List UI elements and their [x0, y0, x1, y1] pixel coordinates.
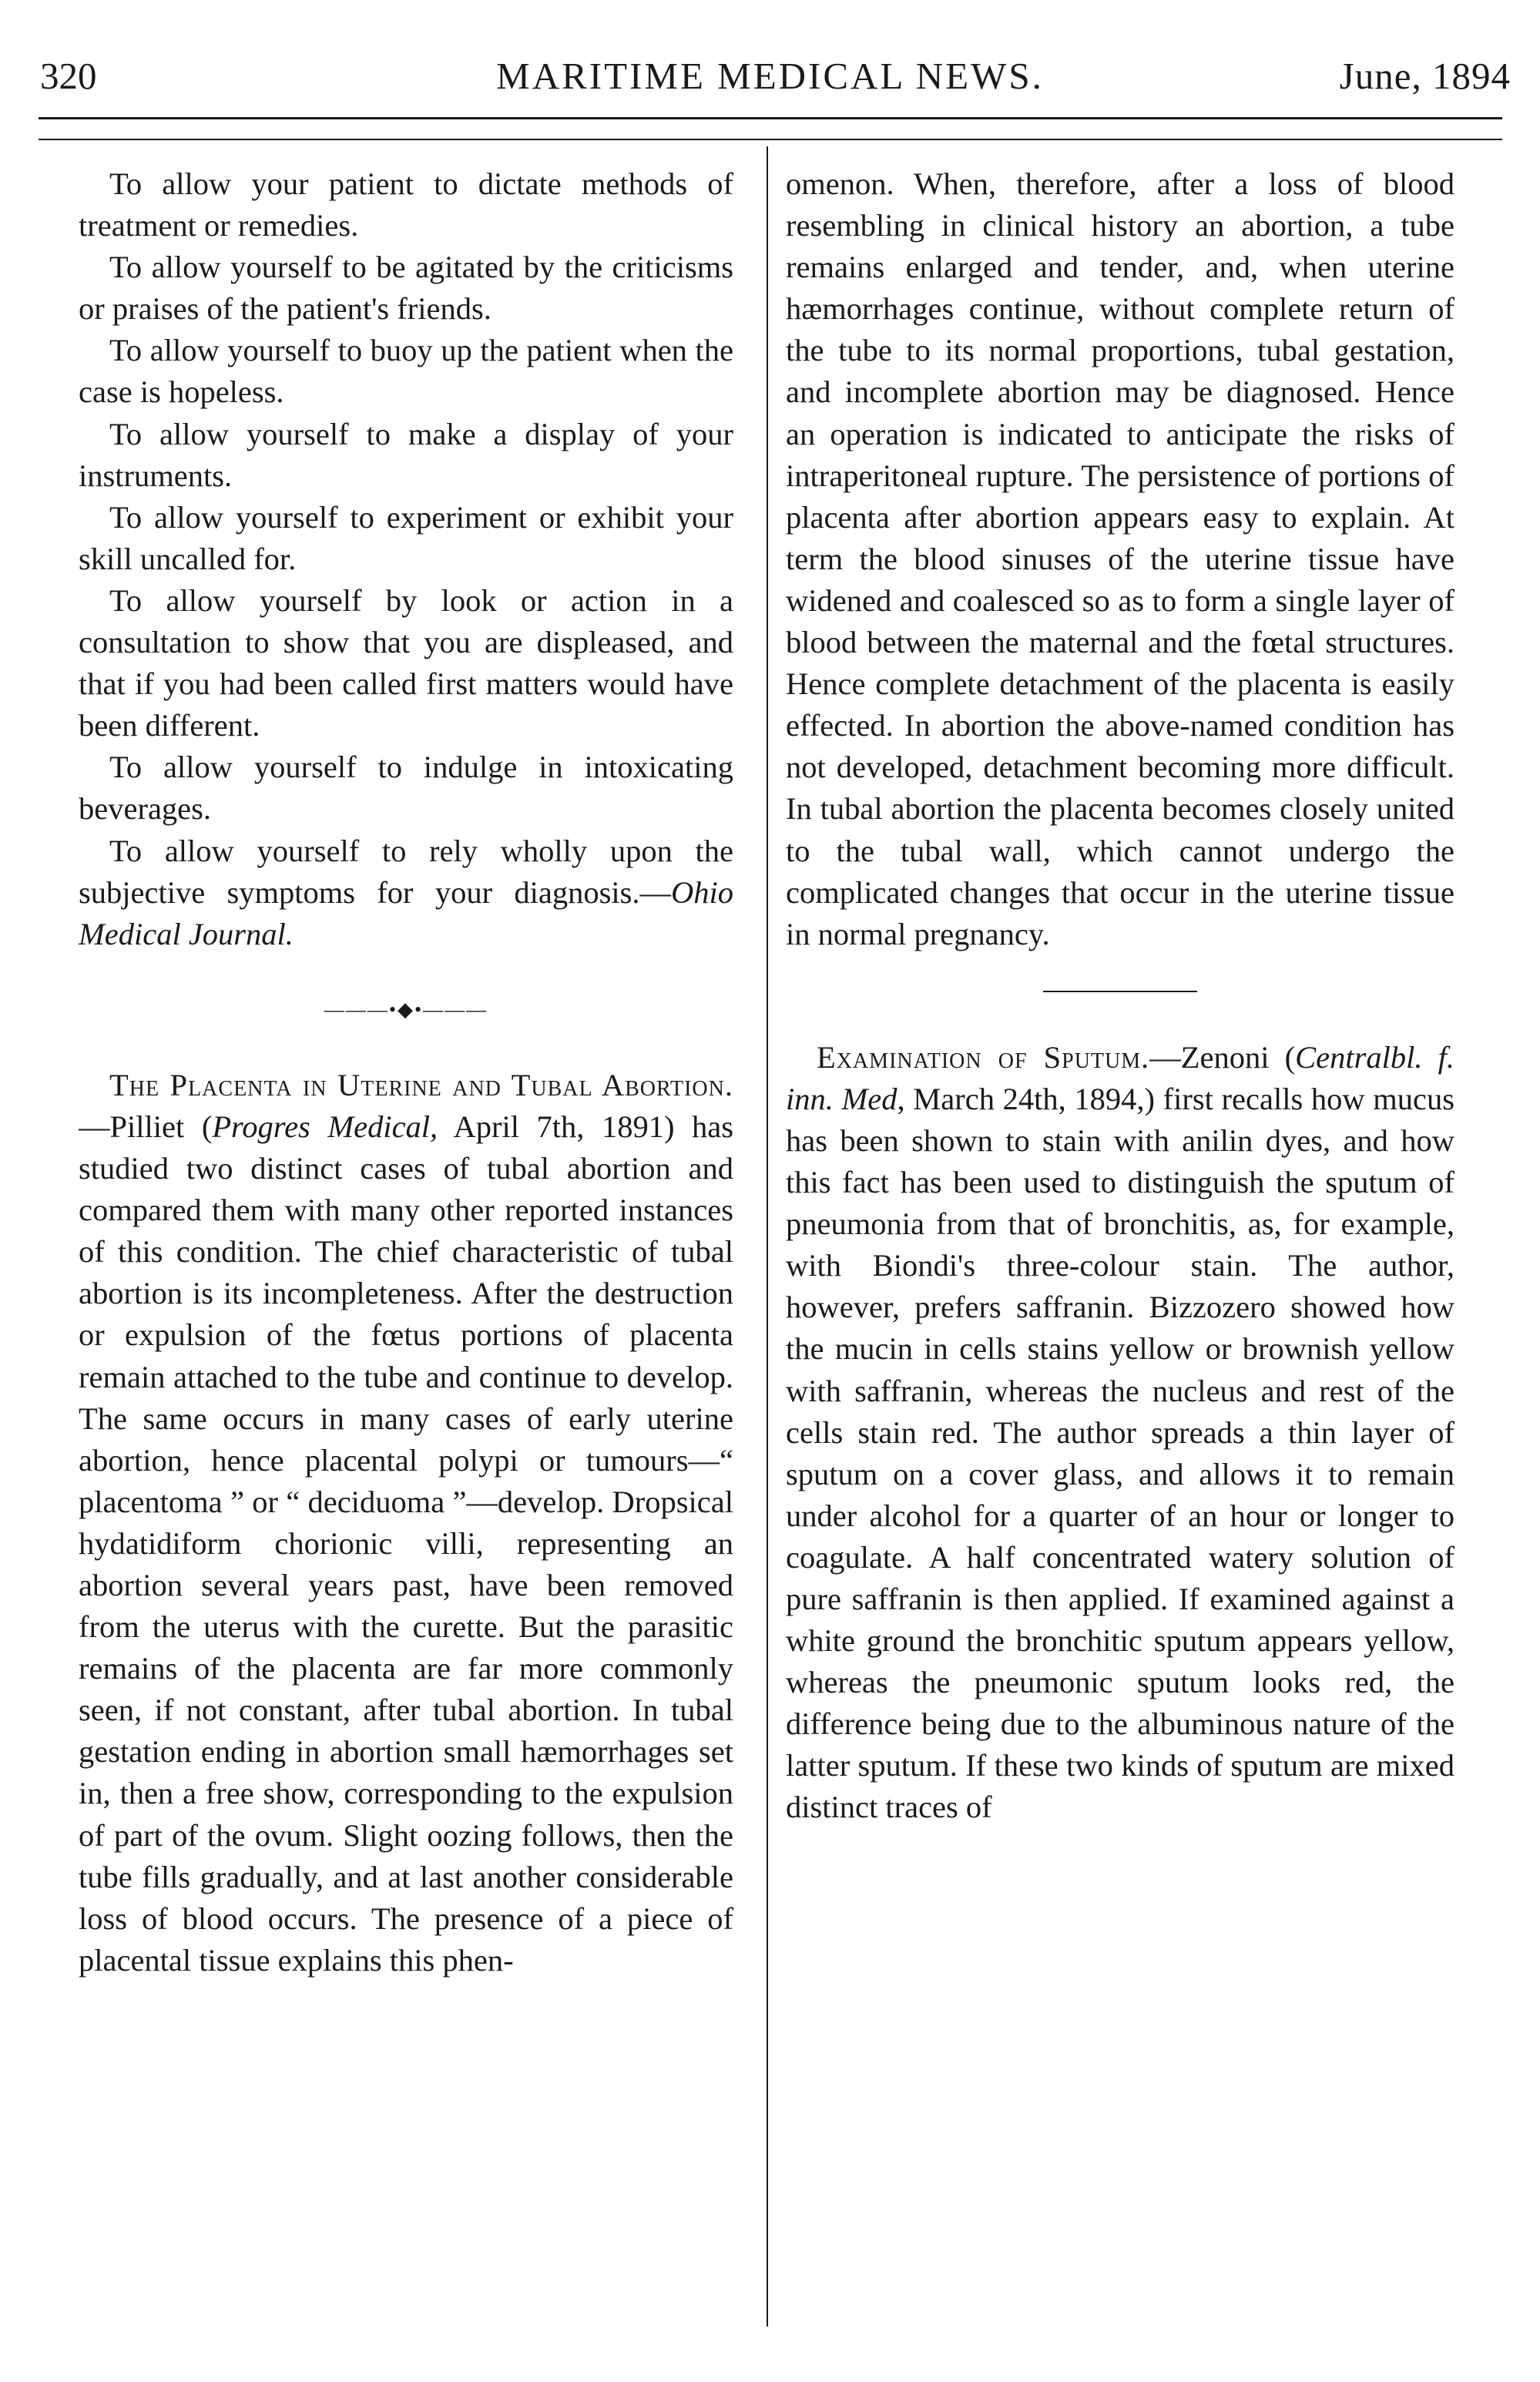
- page-number: 320: [40, 55, 97, 97]
- maxim-paragraph: To allow yourself to make a display of your instruments.: [79, 416, 733, 493]
- maxim-paragraph: [79, 830, 733, 955]
- section-ornament: ———•◆•———: [324, 998, 488, 1021]
- header-rule: [39, 117, 1502, 119]
- sputum-article-date: , March 24th, 1894,): [897, 1081, 1156, 1116]
- article-separator: [1043, 991, 1197, 992]
- maxim-paragraph: To allow yourself to be agitated by the criticisms or praises of the patient's friends.: [79, 250, 733, 327]
- journal-title: MARITIME MEDICAL NEWS.: [496, 55, 1044, 97]
- placenta-article-title: The Placenta in Uterine and Tubal Abortion.: [109, 1067, 733, 1102]
- maxim-paragraph: To allow yourself by look or action in a consultation to show that you are displeased, and that if you had been called first matters would have been different.: [79, 582, 733, 743]
- maxim-paragraph: To allow your patient to dictate methods of treatment or remedies.: [79, 166, 733, 243]
- placenta-article-body: has studied two distinct cases of tubal abortion and compared them with many other reported instances of this condition. The chief characteristic of tubal abortion is its incompleteness. After the destruction or expulsion of the fœtus portions of placenta remain attached to the tube and continue to develop. The same occurs in many cases of early uterine abortion, hence placental polypi or tumours—“ placentoma ” or “ deciduoma ”—develop. Dropsical hydatidiform chorionic villi, representing an abortion several years past, have been removed from the uterus with the curette. But the parasitic remains of the placenta are far more commonly seen, if not constant, after tubal abortion. In tubal gestation ending in abortion small hæmorrhages set in, then a free show, corresponding to the expulsion of part of the ovum. Slight oozing follows, then the tube fills gradually, and at last another considerable loss of blood occurs. The presence of a piece of placental tissue explains this phen-: [79, 1109, 734, 1978]
- column-divider: [767, 146, 768, 2327]
- placenta-article-date: April 7th, 1891): [438, 1109, 675, 1144]
- issue-date: June, 1894: [1339, 55, 1511, 97]
- sputum-article-body: first recalls how mucus has been shown to stain with anilin dyes, and how this fact has been used to distinguish the sputum of pneumonia from that of bronchitis, as, for example, with Biondi's three-colour stain. The author, however, prefers saffranin. Bizzozero showed how the mucin in cells stains yellow or brownish yellow with saffranin, whereas the nucleus and rest of the cells stain red. The author spreads a thin layer of sputum on a cover glass, and allows it to remain under alcohol for a quarter of an hour or longer to coagulate. A half concentrated watery solution of pure saffranin is then applied. If examined against a white ground the bronchitic sputum appears yellow, whereas the pneumonic sputum looks red, the difference being due to the albuminous nature of the latter sputum. If these two kinds of sputum are mixed distinct traces of: [786, 1081, 1455, 1825]
- maxim-paragraph: To allow yourself to experiment or exhibit your skill uncalled for.: [79, 499, 733, 576]
- spacer: [79, 1031, 733, 1065]
- placenta-article-lead: —Pilliet (: [79, 1109, 213, 1144]
- sputum-article-title: Examination of Sputum.: [817, 1039, 1150, 1075]
- sputum-article: [786, 1037, 1454, 1829]
- header-rule-lower: [39, 139, 1502, 140]
- placenta-article-source: Progres Medical,: [212, 1109, 438, 1144]
- left-column: [79, 163, 733, 1981]
- sputum-article-lead: —Zenoni (: [1149, 1039, 1296, 1075]
- maxim-paragraph: To allow yourself to buoy up the patient when the case is hopeless.: [79, 333, 733, 410]
- maxim-text: To allow yourself to rely wholly upon the subjective symptoms for your diagnosis.—: [79, 833, 733, 910]
- spacer: [79, 955, 733, 989]
- placenta-article-continuation: omenon. When, therefore, after a loss of blood resembling in clinical history an abortion, a tube remains enlarged and tender, and, when uterine hæmorrhages continue, without complete return of the tube to its normal proportions, tubal gestation, and incomplete abortion may be diagnosed. Hence an operation is indicated to anticipate the risks of intraperitoneal rupture. The persistence of portions of placenta after abortion appears easy to explain. At term the blood sinuses of the uterine tissue have widened and coalesced so as to form a single layer of blood between the maternal and the fœtal structures. Hence complete detachment of the placenta is easily effected. In abortion the above-named condition has not developed, detachment becoming more difficult. In tubal abortion the placenta becomes closely united to the tubal wall, which cannot undergo the complicated changes that occur in the uterine tissue in normal pregnancy.: [786, 166, 1454, 951]
- right-column: [786, 163, 1454, 1829]
- maxims-source: Ohio Medical Journal.: [79, 874, 733, 951]
- running-head: [0, 0, 1540, 116]
- sputum-article-source: Centralbl. f. inn. Med: [786, 1039, 1454, 1116]
- maxim-paragraph: To allow yourself to indulge in intoxicating beverages.: [79, 750, 733, 827]
- placenta-article: [79, 1065, 733, 1981]
